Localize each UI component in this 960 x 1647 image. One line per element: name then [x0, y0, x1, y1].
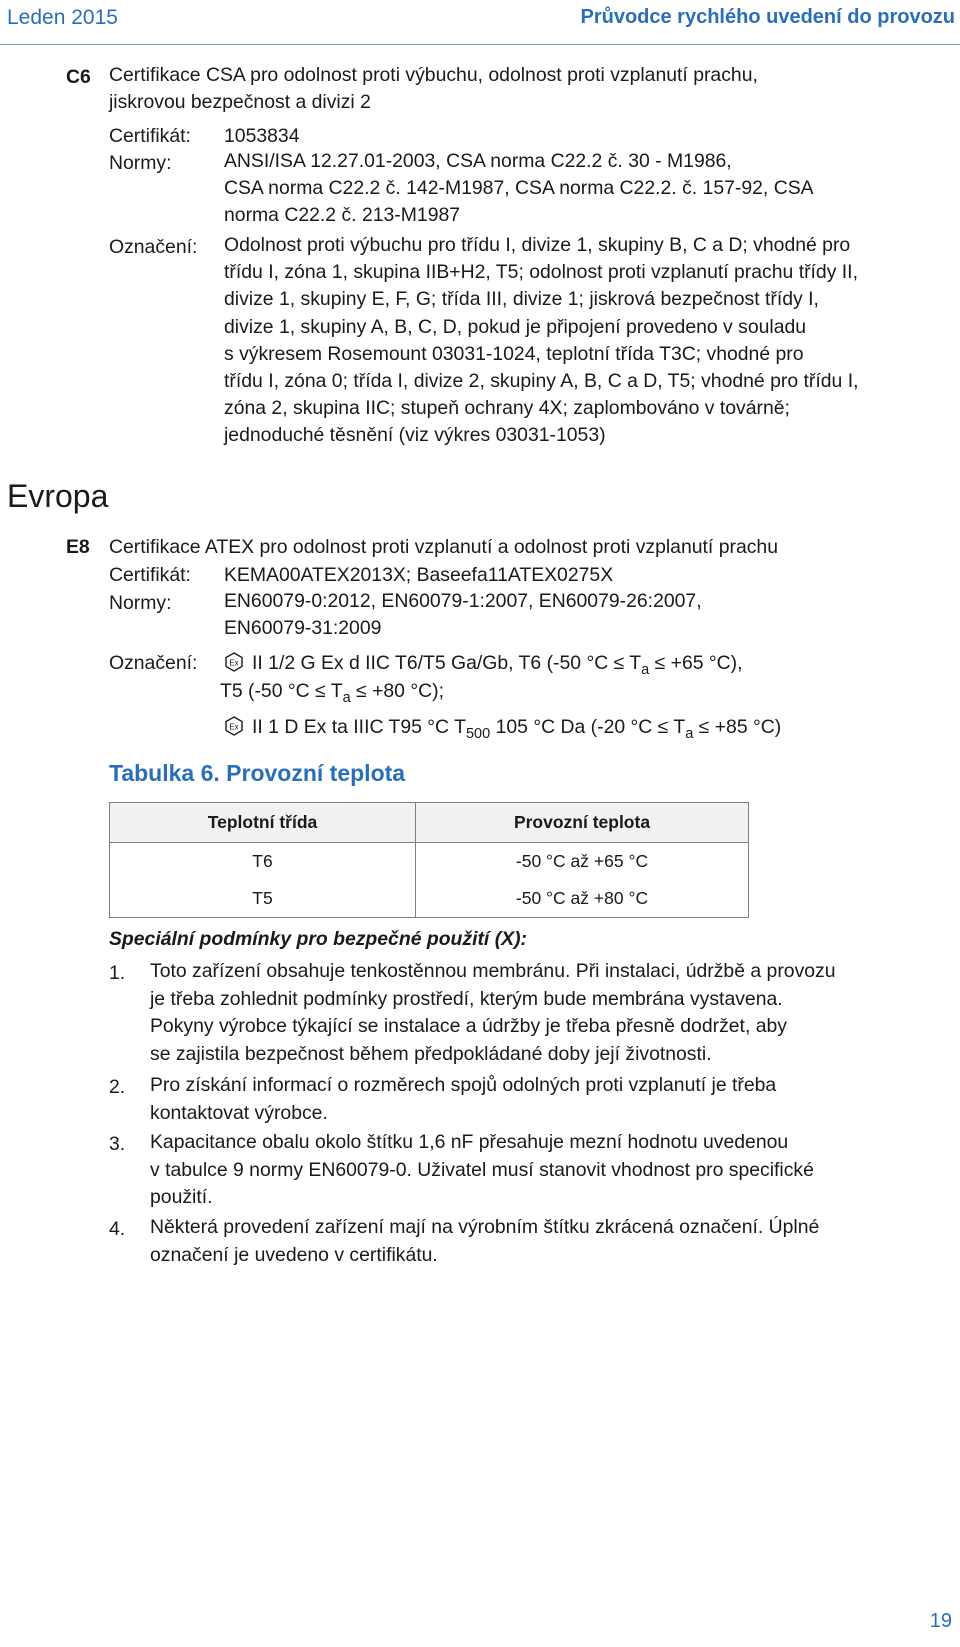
c6-marking-line: Odolnost proti výbuchu pro třídu I, divize 1, skupiny B, C a D; vhodné pro: [224, 234, 851, 256]
list-item-line: Pokyny výrobce týkající se instalace a údržby je třeba přesně dodržet, aby: [150, 1015, 787, 1038]
c6-title-line-1: Certifikace CSA pro odolnost proti výbuchu, odolnost proti vzplanutí prachu,: [109, 64, 758, 86]
e8-cert-label: Certifikát:: [109, 564, 191, 586]
c6-cert-value: 1053834: [224, 125, 300, 147]
table-cell: -50 °C až +65 °C: [416, 843, 749, 881]
c6-norms-line-1: ANSI/ISA 12.27.01-2003, CSA norma C22.2 č. 30 - M1986,: [224, 150, 732, 172]
list-item: [150, 1129, 814, 1212]
e8-code: E8: [66, 536, 90, 558]
c6-cert-label: Certifikát:: [109, 125, 191, 147]
list-item-line: Pro získání informací o rozměrech spojů odolných proti vzplanutí je třeba: [150, 1074, 777, 1096]
table-header-row: [110, 803, 749, 843]
list-item-number: 2.: [109, 1076, 126, 1098]
e8-marking-line-2: T5 (-50 $^\circ C \le T_a \le +80$ °C);: [220, 680, 444, 707]
list-item-line: kontaktovat výrobce.: [150, 1101, 328, 1124]
c6-marking-line: třídu I, zóna 1, skupina IIB+H2, T5; odolnost proti vzplanutí prachu třídy II,: [224, 261, 858, 284]
c6-code: C6: [66, 66, 91, 88]
list-item: [150, 1214, 819, 1269]
table-row: [110, 843, 749, 881]
c6-norms-line-2: CSA norma C22.2 č. 142-M1987, CSA norma C22.2. č. 157-92, CSA: [224, 177, 814, 200]
c6-norms-label: Normy:: [109, 152, 172, 174]
list-item-number: 1.: [109, 962, 126, 984]
list-item-number: 4.: [109, 1218, 126, 1240]
c6-marking-line: třídu I, zóna 0; třída I, divize 2, skupiny A, B, C a D, T5; vhodné pro třídu I,: [224, 370, 859, 393]
table-row: [110, 880, 749, 918]
list-item-line: v tabulce 9 normy EN60079-0. Uživatel musí stanovit vhodnost pro specifické: [150, 1158, 814, 1181]
special-conditions-title: Speciální podmínky pro bezpečné použití (X):: [109, 928, 528, 950]
side-label-region: Evropa: [7, 478, 109, 514]
table-header-cell: Provozní teplota: [416, 803, 749, 843]
table-cell: -50 °C až +80 °C: [416, 880, 749, 918]
e8-norms-line-2: EN60079-31:2009: [224, 617, 382, 640]
list-item-line: použití.: [150, 1186, 213, 1209]
e8-marking-label: Označení:: [109, 652, 198, 674]
c6-marking-line: zóna 2, skupina IIC; stupeň ochrany 4X; zaplombováno v továrně;: [224, 397, 790, 420]
header-title: Průvodce rychlého uvedení do provozu: [580, 6, 955, 28]
ex-hexagon-icon: [224, 652, 244, 672]
list-item-line: Toto zařízení obsahuje tenkostěnnou membránu. Při instalaci, údržbě a provozu: [150, 960, 836, 982]
list-item-line: Některá provedení zařízení mají na výrobním štítku zkrácená označení. Úplné: [150, 1216, 820, 1238]
ex-hexagon-icon: [224, 716, 244, 736]
c6-title: [109, 62, 758, 116]
list-item-line: se zajistila bezpečnost během předpokládané doby její životnosti.: [150, 1042, 712, 1065]
table-title: Tabulka 6. Provozní teplota: [109, 760, 406, 786]
e8-marking-line-1: Ex II 1/2 G Ex d IIC T6/T5 Ga/Gb, T6 (-50 $^\circ C \le T_a \le +65$ °C),: [224, 652, 743, 678]
page-number: 19: [929, 1610, 952, 1632]
table-cell: T6: [110, 843, 416, 881]
list-item-line: je třeba zohlednit podmínky prostředí, kterým bude membrána vystavena.: [150, 987, 783, 1010]
header-date: Leden 2015: [7, 6, 118, 29]
e8-norms-label: Normy:: [109, 592, 172, 614]
operating-temperature-table: [109, 802, 749, 918]
c6-marking-line: s výkresem Rosemount 03031-1024, teplotní třída T3C; vhodné pro: [224, 342, 804, 365]
e8-cert-value: KEMA00ATEX2013X; Baseefa11ATEX0275X: [224, 564, 614, 586]
list-item-line: Kapacitance obalu okolo štítku 1,6 nF přesahuje mezní hodnotu uvedenou: [150, 1131, 789, 1153]
list-item-number: 3.: [109, 1133, 126, 1155]
c6-norms: [224, 148, 814, 230]
c6-marking-label: Označení:: [109, 236, 198, 258]
c6-marking-line: jednoduché těsnění (viz výkres 03031-1053): [224, 424, 606, 447]
table-cell: T5: [110, 880, 416, 918]
list-item-line: označení je uvedeno v certifikátu.: [150, 1243, 438, 1266]
c6-norms-line-3: norma C22.2 č. 213-M1987: [224, 204, 461, 227]
c6-marking-line: divize 1, skupiny A, B, C, D, pokud je připojení provedeno v souladu: [224, 315, 807, 338]
table-header-cell: Teplotní třída: [110, 803, 416, 843]
svg-text:Ex: Ex: [229, 658, 239, 668]
e8-norms: [224, 588, 702, 642]
e8-title: Certifikace ATEX pro odolnost proti vzplanutí a odolnost proti vzplanutí prachu: [109, 536, 778, 558]
e8-norms-line-1: EN60079-0:2012, EN60079-1:2007, EN60079-26:2007,: [224, 590, 702, 612]
header-divider: [0, 44, 960, 45]
e8-marking-line-3: Ex II 1 D Ex ta IIIC T95 °C $T_{500}$ 105 °C Da (-20 $^\circ C \le T_a \le +85$ °C): [224, 716, 781, 742]
list-item: [150, 1072, 776, 1127]
c6-marking-line: divize 1, skupiny E, F, G; třída III, divize 1; jiskrová bezpečnost třídy I,: [224, 288, 819, 311]
svg-text:Ex: Ex: [229, 722, 239, 732]
c6-title-line-2: jiskrovou bezpečnost a divizi 2: [109, 91, 371, 114]
list-item: [150, 958, 836, 1068]
c6-marking: [224, 232, 858, 450]
